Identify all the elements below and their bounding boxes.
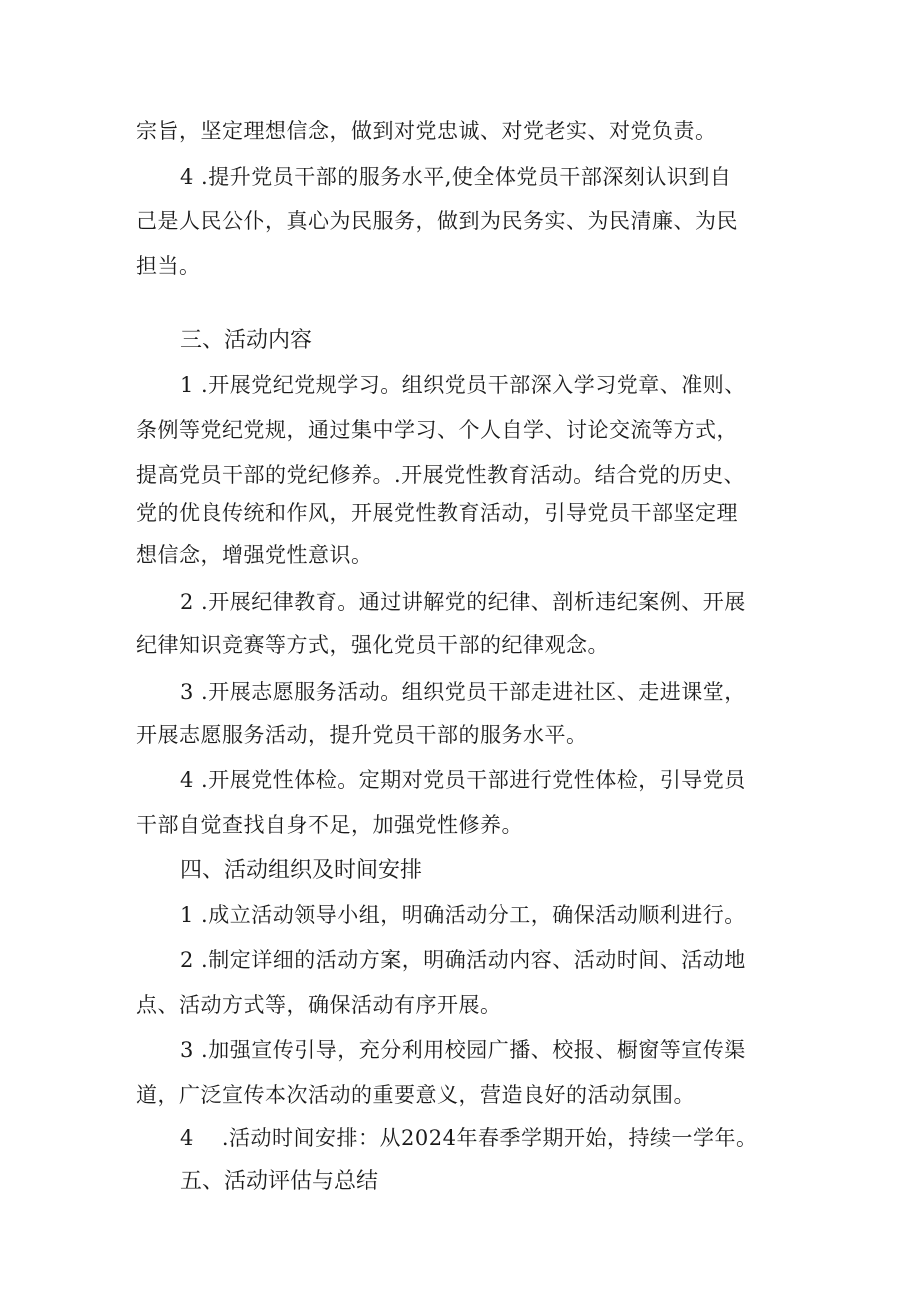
s3-item4-line-2: 干部自觉查找自身不足，加强党性修养。: [136, 813, 523, 837]
s4-item3-line-1: 3 .加强宣传引导，充分利用校园广播、校报、橱窗等宣传渠: [180, 1038, 746, 1062]
s4-item3-line-2: 道，广泛宣传本次活动的重要意义，营造良好的活动氛围。: [136, 1083, 695, 1107]
s3-item2-line-2: 纪律知识竞赛等方式，强化党员干部的纪律观念。: [136, 633, 609, 657]
s4-item1-line-1: 1 .成立活动领导小组，明确活动分工，确保活动顺利进行。: [180, 903, 746, 927]
section5-heading: 五、活动评估与总结: [180, 1169, 379, 1194]
s4-item2-line-2: 点、活动方式等，确保活动有序开展。: [136, 993, 502, 1017]
s3-item1-line-4: 党的优良传统和作风，开展党性教育活动，引导党员干部坚定理: [136, 501, 738, 525]
s4-item4-number: 4: [180, 1126, 194, 1150]
s3-item1-line-5: 想信念，增强党性意识。: [136, 543, 373, 567]
section4-heading: 四、活动组织及时间安排: [180, 858, 423, 883]
intro-item4-line-2: 己是人民公仆，真心为民服务，做到为民务实、为民清廉、为民: [136, 209, 738, 233]
intro-line-1: 宗旨，坚定理想信念，做到对党忠诚、对党老实、对党负责。: [136, 119, 717, 143]
intro-item4-line-3: 担当。: [136, 254, 201, 278]
s3-item1-line-1: 1 .开展党纪党规学习。组织党员干部深入学习党章、准则、: [180, 373, 746, 397]
section3-heading: 三、活动内容: [180, 328, 313, 353]
s3-item3-line-2: 开展志愿服务活动，提升党员干部的服务水平。: [136, 723, 588, 747]
s3-item2-line-1: 2 .开展纪律教育。通过讲解党的纪律、剖析违纪案例、开展: [180, 590, 746, 614]
intro-item4-line-1: 4 .提升党员干部的服务水平,使全体党员干部深刻认识到自: [180, 165, 732, 189]
s4-item4-line: [180, 1123, 796, 1153]
s4-item4-text: .活动时间安排：从2024年春季学期开始，持续一学年。: [221, 1126, 758, 1150]
s3-item3-line-1: 3 .开展志愿服务活动。组织党员干部走进社区、走进课堂，: [180, 680, 746, 704]
s3-item4-line-1: 4 .开展党性体检。定期对党员干部进行党性体检，引导党员: [180, 768, 746, 792]
s3-item1-line-2: 条例等党纪党规，通过集中学习、个人自学、讨论交流等方式，: [136, 418, 738, 442]
s3-item1-line-3: 提高党员干部的党纪修养。.开展党性教育活动。结合党的历史、: [136, 463, 746, 487]
s4-item2-line-1: 2 .制定详细的活动方案，明确活动内容、活动时间、活动地: [180, 948, 746, 972]
